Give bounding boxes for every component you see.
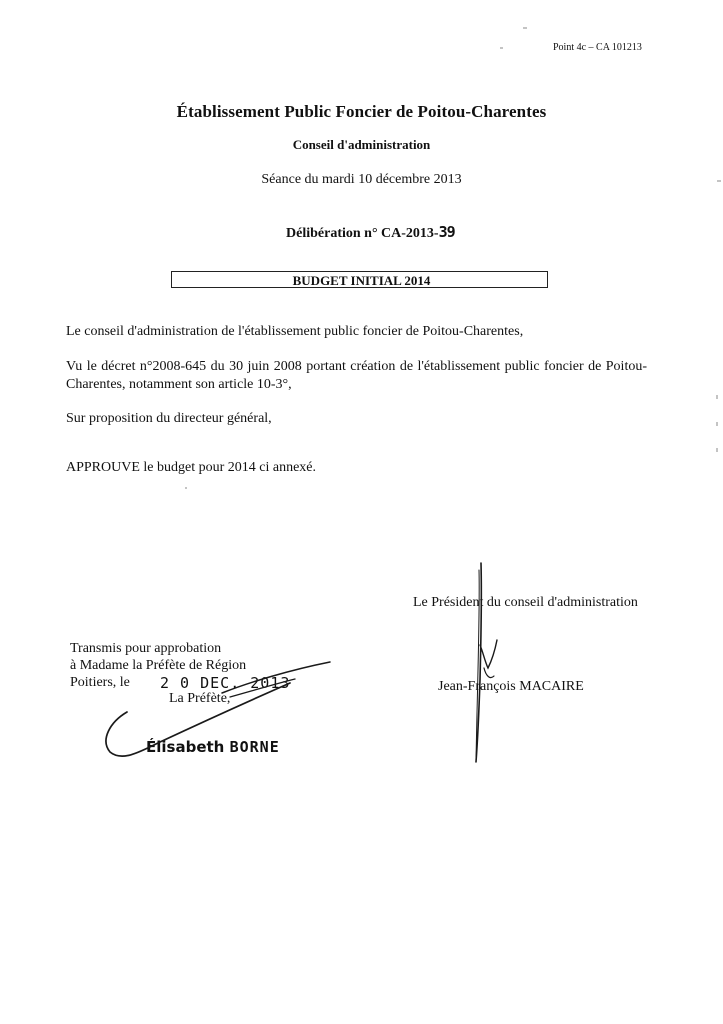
- paragraph-proposal: Sur proposition du directeur général,: [66, 411, 272, 426]
- stamp-date: 2 0 DEC. 2013: [160, 674, 291, 692]
- prefete-last-name: BORNE: [229, 738, 280, 756]
- president-title: Le Président du conseil d'administration: [413, 595, 638, 610]
- organization-title: Établissement Public Foncier de Poitou-Charentes: [176, 102, 547, 121]
- session-date: Séance du mardi 10 décembre 2013: [261, 172, 462, 187]
- subject-title: BUDGET INITIAL 2014: [292, 273, 431, 288]
- transmission-line-2: à Madame la Préfète de Région: [70, 658, 247, 673]
- prefete-name: [146, 738, 280, 756]
- paragraph-decree: Vu le décret n°2008-645 du 30 juin 2008 portant création de l'établissement public foncier de Poitou-Charentes, notamment son article 10-3°,: [66, 359, 647, 392]
- transmission-line-1: Transmis pour approbation: [70, 641, 222, 656]
- document-reference: Point 4c – CA 101213: [553, 42, 642, 53]
- council-heading: Conseil d'administration: [292, 137, 431, 152]
- deliberation-number: 39: [438, 223, 455, 241]
- deliberation-reference: [286, 223, 455, 242]
- president-name: Jean-François MACAIRE: [438, 679, 584, 694]
- paragraph-approval: APPROUVE le budget pour 2014 ci annexé.: [66, 460, 317, 475]
- prefete-title: La Préfète,: [169, 691, 231, 706]
- paragraph-council: Le conseil d'administration de l'établissement public foncier de Poitou-Charentes,: [66, 324, 524, 339]
- president-signature: [476, 563, 497, 762]
- transmission-line-3: Poitiers, le: [70, 675, 130, 690]
- deliberation-label: Délibération n° CA-2013-: [286, 226, 439, 241]
- prefete-first-name: Élisabeth: [146, 738, 225, 756]
